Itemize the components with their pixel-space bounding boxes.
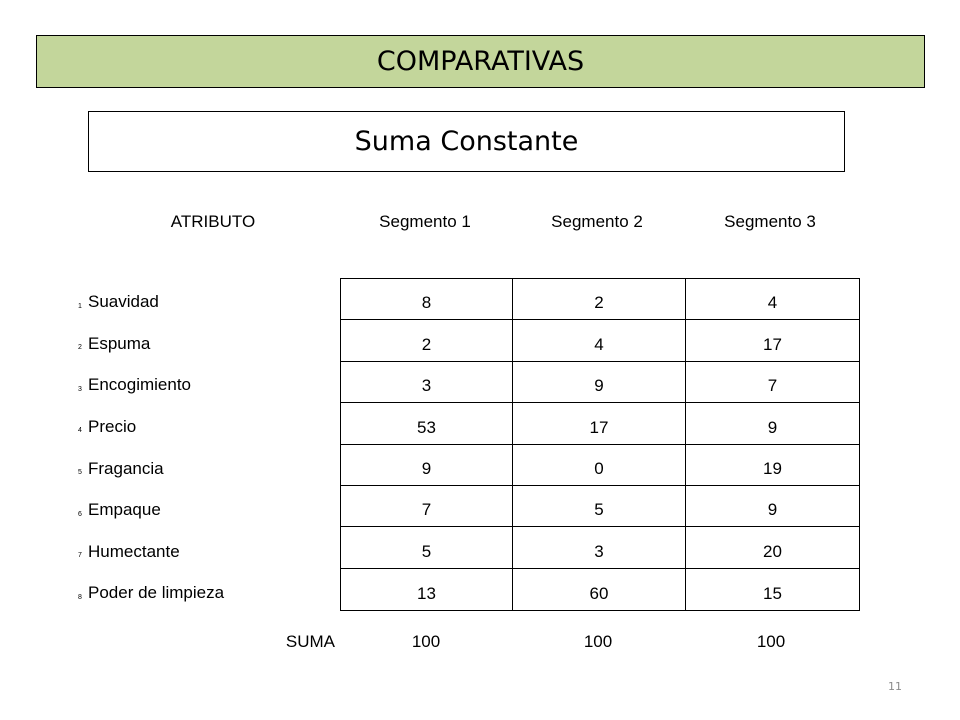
table-cell: 5 bbox=[341, 527, 513, 568]
table-cell: 4 bbox=[686, 279, 859, 320]
row-number: 1 bbox=[78, 302, 82, 310]
row-label-text: Humectante bbox=[88, 541, 180, 561]
row-label-text: Poder de limpieza bbox=[88, 583, 225, 603]
table-cell: 3 bbox=[341, 362, 513, 403]
table-cell: 3 bbox=[513, 527, 686, 568]
row-label-text: Suavidad bbox=[88, 292, 159, 311]
row-label bbox=[78, 406, 136, 448]
sum-segmento-3: 100 bbox=[756, 632, 786, 651]
row-label bbox=[78, 572, 224, 614]
header-segmento-3: Segmento 3 bbox=[724, 212, 816, 231]
row-number: 5 bbox=[78, 469, 82, 476]
values-grid bbox=[340, 278, 860, 611]
slide-title: COMPARATIVAS bbox=[376, 46, 585, 77]
sum-segmento-1: 100 bbox=[411, 632, 441, 651]
title-banner bbox=[36, 35, 925, 88]
row-label-text: Empaque bbox=[88, 500, 161, 520]
table-cell: 8 bbox=[341, 279, 513, 320]
row-number: 8 bbox=[78, 593, 82, 601]
page-number: 11 bbox=[888, 680, 902, 693]
table-cell: 2 bbox=[513, 279, 686, 320]
table-cell: 5 bbox=[513, 486, 686, 527]
row-number: 2 bbox=[78, 344, 82, 352]
row-number: 6 bbox=[78, 510, 82, 518]
table-cell: 9 bbox=[686, 486, 859, 527]
row-number: 3 bbox=[78, 385, 82, 393]
table-cell: 9 bbox=[341, 445, 513, 486]
table-cell: 17 bbox=[513, 403, 686, 444]
table-cell: 13 bbox=[341, 569, 513, 610]
table-cell: 9 bbox=[513, 362, 686, 403]
table-cell: 19 bbox=[686, 445, 859, 486]
row-label-text: Encogimiento bbox=[88, 375, 192, 395]
table-cell: 2 bbox=[341, 320, 513, 361]
sum-segmento-2: 100 bbox=[583, 632, 613, 651]
header-segmento-1: Segmento 1 bbox=[379, 212, 471, 231]
row-label bbox=[78, 531, 180, 573]
row-label bbox=[78, 281, 159, 323]
row-label-text: Fragancia bbox=[88, 458, 164, 478]
table-cell: 7 bbox=[341, 486, 513, 527]
row-label-text: Espuma bbox=[88, 333, 151, 353]
table-cell: 17 bbox=[686, 320, 859, 361]
table-cell: 4 bbox=[513, 320, 686, 361]
row-label bbox=[78, 448, 164, 490]
table-cell: 20 bbox=[686, 527, 859, 568]
row-label-text: Precio bbox=[88, 416, 137, 436]
table-cell: 15 bbox=[763, 584, 782, 603]
row-number: 4 bbox=[78, 427, 82, 435]
table-cell: 53 bbox=[341, 403, 513, 444]
row-label bbox=[78, 364, 191, 406]
header-segmento-2: Segmento 2 bbox=[551, 212, 643, 231]
row-label bbox=[78, 489, 161, 531]
slide-subtitle: Suma Constante bbox=[354, 126, 579, 157]
table-cell: 0 bbox=[513, 445, 686, 486]
table-cell: 60 bbox=[513, 569, 686, 610]
table-cell: 9 bbox=[686, 403, 859, 444]
table-cell: 7 bbox=[686, 362, 859, 403]
row-number: 7 bbox=[78, 552, 82, 560]
row-label bbox=[78, 323, 150, 365]
subtitle-box bbox=[88, 111, 845, 172]
sum-label: SUMA bbox=[285, 632, 335, 651]
header-atributo: ATRIBUTO bbox=[170, 212, 256, 231]
